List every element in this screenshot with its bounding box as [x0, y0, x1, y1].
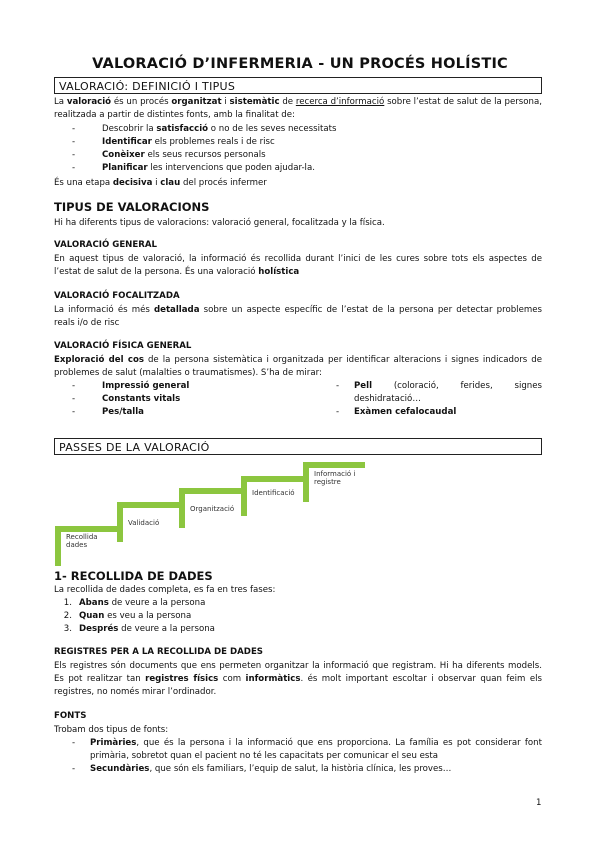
- fonts-heading: FONTS: [54, 711, 87, 721]
- closing-sentence: És una etapa decisiva i clau del procés infermer: [54, 178, 267, 188]
- general-text: En aquest tipus de valoració, la informació és recollida durant l’inici de les cures sobre tots els aspectes de l’estat de salut de la persona. És una valoració holística: [54, 254, 542, 277]
- section-heading-definicio: VALORACIÓ: DEFINICIÓ I TIPUS: [54, 77, 542, 94]
- list-item: - Identificar els problemes reals i de risc: [72, 137, 275, 147]
- page-number: 1: [536, 798, 542, 808]
- tipus-heading: TIPUS DE VALORACIONS: [54, 200, 210, 214]
- step-label-informacio: Informació i registre: [314, 470, 356, 486]
- list-item: - Pell (coloració, ferides, signes deshidratació…: [336, 381, 542, 404]
- focalitzada-heading: VALORACIÓ FOCALITZADA: [54, 291, 180, 301]
- list-item: - Conèixer els seus recursos personals: [72, 150, 266, 160]
- fonts-list: [72, 737, 542, 776]
- general-heading: VALORACIÓ GENERAL: [54, 240, 157, 250]
- list-item: - Descobrir la satisfacció o no de les seves necessitats: [72, 124, 337, 134]
- recollida-intro: La recollida de dades completa, es fa en tres fases:: [54, 585, 276, 595]
- tipus-intro: Hi ha diferents tipus de valoracions: valoració general, focalitzada y la física.: [54, 218, 385, 228]
- list-item: - Pes/talla: [72, 407, 144, 417]
- intro-paragraph: La valoració és un procés organitzat i sistemàtic de recerca d’informació sobre l’estat de salut de la persona, realitzada a partir de distintes fonts, amb la finalitat de:: [54, 97, 542, 120]
- step-label-recollida: Recollida dades: [66, 533, 98, 549]
- phases-list: [54, 597, 215, 636]
- recollida-heading: 1- RECOLLIDA DE DADES: [54, 569, 213, 583]
- list-item: - Secundàries, que són els familiars, l’equip de salut, la història clínica, les proves…: [72, 764, 452, 774]
- registres-text: Els registres són documents que ens permeten organitzar la informació que registram. Hi ha diferents models. Es pot realitzar tan registres físics com informàtics. és molt important escoltar i observar quan feim els registres, no només mirar l’ordinador.: [54, 661, 542, 697]
- list-item: 3. Després de veure a la persona: [63, 624, 215, 634]
- fisica-right-list: [336, 380, 542, 419]
- fisica-heading: VALORACIÓ FÍSICA GENERAL: [54, 341, 192, 351]
- step-label-validacio: Validació: [128, 519, 160, 527]
- finalitat-list: [72, 123, 542, 175]
- list-item: 1. Abans de veure a la persona: [63, 598, 206, 608]
- list-item: - Constants vitals: [72, 394, 181, 404]
- list-item: - Primàries, que és la persona i la informació que ens proporciona. La família es pot considerar font primària, sobretot quan el pacient no té les capacitats per comunicar el seu esta: [72, 738, 542, 761]
- list-item: - Exàmen cefalocaudal: [336, 407, 457, 417]
- fisica-left-list: [72, 380, 312, 419]
- fisica-text: Exploració del cos de la persona sistemàtica i organitzada per identificar alteracions i signes indicadors de problemes de salut (malalties o traumatismes). S’ha de mirar:: [54, 355, 542, 378]
- list-item: - Impressió general: [72, 381, 190, 391]
- step-label-organitzacio: Organització: [190, 505, 235, 513]
- list-item: - Planificar les intervencions que poden ajudar-la.: [72, 163, 315, 173]
- fonts-intro: Trobam dos tipus de fonts:: [54, 725, 169, 735]
- focalitzada-text: La informació és més detallada sobre un aspecte específic de l’estat de la persona per detectar problemes reals i/o de risc: [54, 305, 542, 328]
- section-heading-passes: PASSES DE LA VALORACIÓ: [54, 438, 542, 455]
- page-title: VALORACIÓ D’INFERMERIA - UN PROCÉS HOLÍSTIC: [92, 56, 508, 72]
- passes-staircase: [52, 458, 372, 570]
- registres-heading: REGISTRES PER A LA RECOLLIDA DE DADES: [54, 647, 263, 657]
- step-label-identificacio: Identificació: [252, 489, 295, 497]
- list-item: 2. Quan es veu a la persona: [63, 611, 192, 621]
